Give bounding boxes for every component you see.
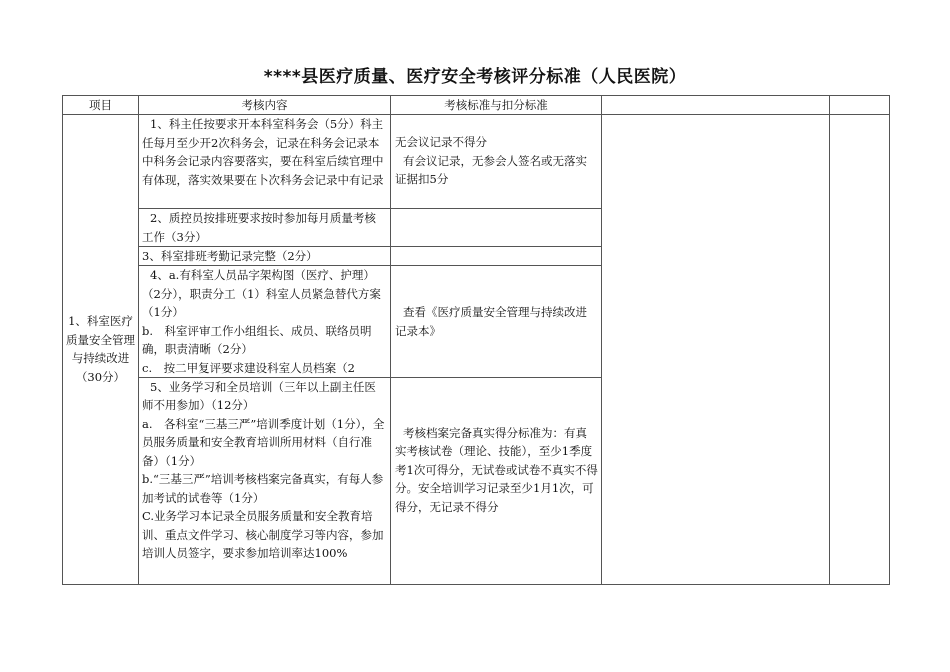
- content-text: 2、质控员按排班要求按时参加每月质量考核工作（3分）: [142, 211, 376, 244]
- content-cell-5: [139, 377, 391, 584]
- standard-text: 考核档案完备真实得分标准为：有真实考核试卷（理论、技能），至少1季度考1次可得分，无试卷或试卷不真实不得分。安全培训学习记录至少1月1次，可得分，无记录不得分: [395, 425, 598, 514]
- content-text: c. 按二甲复评要求建设科室人员档案（2: [142, 360, 355, 375]
- header-blank-2: [830, 96, 890, 115]
- standard-text: 无会议记录不得分: [395, 135, 487, 149]
- standard-text: 查看《医疗质量安全管理与持续改进记录本》: [395, 305, 587, 338]
- standard-cell-1: [391, 115, 602, 209]
- content-text: C.业务学习本记录全员服务质量和安全教育培训、重点文件学习、核心制度学习等内容，参加培训人员签字，要求参加培训率达100%: [142, 509, 384, 560]
- standard-cell-2: [391, 209, 602, 247]
- header-standard: 考核标准与扣分标准: [391, 96, 602, 115]
- header-blank-1: [602, 96, 830, 115]
- table-header-row: [63, 96, 890, 115]
- table-row: [63, 115, 890, 209]
- standard-cell-3: [391, 247, 602, 266]
- content-text: b.“三基三严”培训考核档案完备真实，有每人参加考试的试卷等（1分）: [142, 472, 384, 505]
- content-text: 4、a.有科室人员品字架构图（医疗、护理）（2分），职责分工（1）科室人员紧急替代方案（1分）: [142, 268, 381, 319]
- content-text: 5、业务学习和全员培训（三年以上副主任医师不用参加）（12分）: [142, 379, 376, 412]
- content-text: 1、科主任按要求开本科室科务会（5分）科主任每月至少开2次科务会，记录在科务会记录本中科务会记录内容要落实，要在科室后续官理中有体现，落实效果要在卜次科务会记录中有记录: [142, 117, 384, 187]
- standard-text: 有会议记录，无参会人签名或无落实证据扣5分: [395, 153, 587, 186]
- content-text: a. 各科室“三基三严”培训季度计划（1分），全员服务质量和安全教育培训所用材料（自行准备）（1分）: [142, 416, 385, 468]
- content-cell-4: [139, 266, 391, 378]
- item-cell: 1、科室医疗质量安全管理与持续改进（30分）: [63, 115, 139, 585]
- header-content: 考核内容: [139, 96, 391, 115]
- standard-cell-5: [391, 377, 602, 584]
- scoring-table: [62, 95, 890, 585]
- content-cell-2: [139, 209, 391, 247]
- content-cell-1: [139, 115, 391, 209]
- content-text: b. 科室评审工作小组组长、成员、联络员明确，职责清晰（2分）: [142, 323, 372, 356]
- blank-cell-1: [602, 115, 830, 585]
- standard-cell-4: [391, 266, 602, 378]
- blank-cell-2: [830, 115, 890, 585]
- header-item: 项目: [63, 96, 139, 115]
- content-cell-3: [139, 247, 391, 266]
- page-title: ****县医疗质量、医疗安全考核评分标准（人民医院）: [263, 67, 687, 87]
- content-text: 3、科室排班考勤记录完整（2分）: [142, 249, 318, 263]
